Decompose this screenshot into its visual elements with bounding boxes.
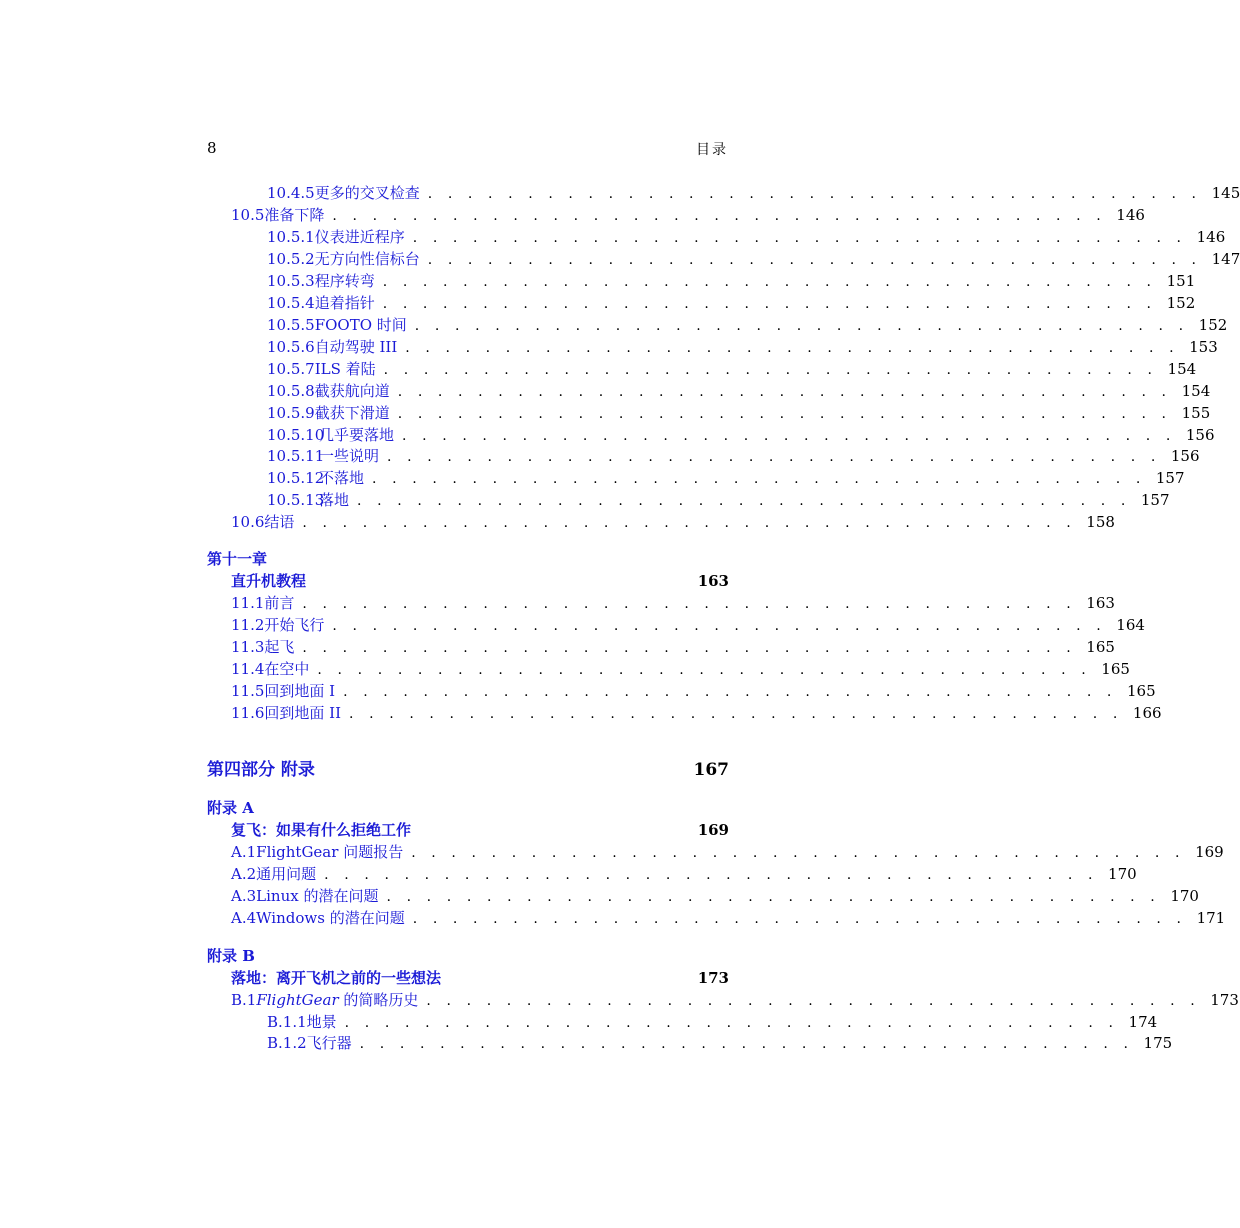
toc-entry-10-5-2[interactable] <box>267 248 1240 270</box>
entry-title: 前言 <box>264 594 295 612</box>
entry-page: 170 <box>1170 887 1199 905</box>
toc-entry-11-5[interactable] <box>231 680 1156 702</box>
entry-page: 163 <box>1086 594 1115 612</box>
entry-title: 在空中 <box>264 660 310 678</box>
part-title: 第四部分 附录 <box>207 760 315 780</box>
toc-entry-11-1[interactable] <box>231 592 1115 614</box>
entry-number: B.1 <box>231 991 257 1009</box>
entry-title: 一些说明 <box>319 447 380 465</box>
entry-page: 147 <box>1211 250 1240 268</box>
entry-page: 154 <box>1181 382 1211 400</box>
chapter-label: 第十一章 <box>207 550 268 568</box>
entry-number: 11.2 <box>231 616 265 634</box>
entry-number: 10.5.11 <box>267 447 325 465</box>
leader-dots: . . . . . . . . . . . . . . . . . . . . . . . . . . . . . . . . . . . . . . . <box>302 515 1077 531</box>
entry-page: 146 <box>1116 206 1145 224</box>
leader-dots: . . . . . . . . . . . . . . . . . . . . . . . . . . . . . . . . . . . . . . . <box>382 274 1157 290</box>
toc-entry-10-5[interactable] <box>231 204 1145 226</box>
part-title-row[interactable] <box>207 759 729 781</box>
entry-number: 11.3 <box>231 638 265 656</box>
toc-entry-b-1-1[interactable] <box>267 1011 1158 1033</box>
leader-dots: . . . . . . . . . . . . . . . . . . . . . . . . . . . . . . . . . . . . . . . <box>302 640 1077 656</box>
toc-entry-b-1-2[interactable] <box>267 1032 1173 1054</box>
entry-number: 10.5.3 <box>267 272 315 290</box>
entry-title: 通用问题 <box>256 865 317 883</box>
entry-page: 156 <box>1170 447 1200 465</box>
entry-number: 10.5.9 <box>267 404 315 422</box>
entry-page: 151 <box>1166 272 1196 290</box>
entry-title: 回到地面 I <box>264 682 336 700</box>
leader-dots: . . . . . . . . . . . . . . . . . . . . . . . . . . . . . . . . . . . . . . . <box>405 340 1180 356</box>
leader-dots: . . . . . . . . . . . . . . . . . . . . . . . . . . . . . . . . . . . . . . . <box>402 428 1176 444</box>
entry-number: 11.1 <box>231 594 265 612</box>
entry-title: 自动驾驶 III <box>314 338 398 356</box>
entry-number: 10.5.4 <box>267 294 315 312</box>
leader-dots: . . . . . . . . . . . . . . . . . . . . . . . . . . . . . . . . . . . . . . . <box>411 845 1186 861</box>
entry-title: 地景 <box>306 1013 337 1031</box>
chapter-title-row[interactable] <box>231 570 729 592</box>
leader-dots: . . . . . . . . . . . . . . . . . . . . . . . . . . . . . . . . . . . . . . . <box>317 662 1092 678</box>
entry-title: 落地 <box>319 491 350 509</box>
entry-title: 更多的交叉检查 <box>314 184 420 202</box>
leader-dots: . . . . . . . . . . . . . . . . . . . . . . . . . . . . . . . . . . . . . . . <box>427 186 1202 202</box>
toc-entry-11-4[interactable] <box>231 658 1130 680</box>
entry-page: 171 <box>1196 909 1226 927</box>
entry-page: 152 <box>1166 294 1196 312</box>
entry-page: 164 <box>1116 616 1145 634</box>
toc-entry-10-5-3[interactable] <box>267 270 1196 292</box>
entry-title: 几乎要落地 <box>319 426 395 444</box>
entry-page: 170 <box>1108 865 1137 883</box>
toc-entry-11-2[interactable] <box>231 614 1145 636</box>
toc-entry-b-1[interactable] <box>231 989 1239 1011</box>
appendix-title-row[interactable] <box>231 967 729 989</box>
leader-dots: . . . . . . . . . . . . . . . . . . . . . . . . . . . . . . . . . . . . . . . <box>324 867 1099 883</box>
appendix-title: 复飞：如果有什么拒绝工作 <box>231 821 412 839</box>
toc-entry-10-6[interactable] <box>231 511 1115 533</box>
toc-entry-10-5-9[interactable] <box>267 402 1211 424</box>
appendix-page: 173 <box>697 969 729 987</box>
toc-entry-10-5-8[interactable] <box>267 380 1211 402</box>
entry-title: 仪表进近程序 <box>314 228 405 246</box>
entry-number: A.1 <box>231 843 257 861</box>
leader-dots: . . . . . . . . . . . . . . . . . . . . . . . . . . . . . . . . . . . . . . . <box>359 1036 1134 1052</box>
entry-title: Linux 的潜在问题 <box>256 887 379 905</box>
entry-title: 截获下滑道 <box>314 404 390 422</box>
appendix-title: 落地：离开飞机之前的一些想法 <box>231 969 442 987</box>
page-number: 8 <box>207 139 217 157</box>
entry-title: 程序转弯 <box>314 272 375 290</box>
entry-title: 准备下降 <box>264 206 325 224</box>
entry-number: 10.5 <box>231 206 265 224</box>
chapter-title: 直升机教程 <box>231 572 307 590</box>
entry-title: FOOTO 时间 <box>314 316 407 334</box>
entry-number: B.1.1 <box>267 1013 307 1031</box>
entry-number: A.3 <box>231 887 257 905</box>
entry-number: A.2 <box>231 865 257 883</box>
running-title: 目录 <box>696 142 728 158</box>
entry-number: A.4 <box>231 909 257 927</box>
leader-dots: . . . . . . . . . . . . . . . . . . . . . . . . . . . . . . . . . . . . . . . <box>332 618 1107 634</box>
entry-page: 173 <box>1210 991 1239 1009</box>
entry-page: 145 <box>1211 184 1240 202</box>
entry-number: 10.5.6 <box>267 338 315 356</box>
entry-title: 不落地 <box>319 469 365 487</box>
entry-page: 157 <box>1140 491 1170 509</box>
entry-page: 156 <box>1185 426 1215 444</box>
entry-title: 起飞 <box>264 638 295 656</box>
leader-dots: . . . . . . . . . . . . . . . . . . . . . . . . . . . . . . . . . . . . . . . <box>397 384 1172 400</box>
toc-entry-10-5-11[interactable] <box>267 445 1200 467</box>
leader-dots: . . . . . . . . . . . . . . . . . . . . . . . . . . . . . . . . . . . . . . . <box>302 596 1077 612</box>
toc-entry-10-5-10[interactable] <box>267 424 1215 446</box>
entry-number: 11.6 <box>231 704 265 722</box>
leader-dots: . . . . . . . . . . . . . . . . . . . . . . . . . . . . . . . . . . . . . . . <box>426 993 1201 1009</box>
leader-dots: . . . . . . . . . . . . . . . . . . . . . . . . . . . . . . . . . . . . . . . <box>344 1015 1119 1031</box>
entry-title: FlightGear 问题报告 <box>256 843 404 861</box>
leader-dots: . . . . . . . . . . . . . . . . . . . . . . . . . . . . . . . . . . . . . . . <box>332 208 1107 224</box>
entry-page: 174 <box>1128 1013 1158 1031</box>
entry-page: 158 <box>1086 513 1115 531</box>
toc-entry-a-4[interactable] <box>231 907 1226 929</box>
entry-page: 152 <box>1198 316 1228 334</box>
entry-number: 11.5 <box>231 682 265 700</box>
toc-entry-a-3[interactable] <box>231 885 1199 907</box>
leader-dots: . . . . . . . . . . . . . . . . . . . . . . . . . . . . . . . . . . . . . . . <box>427 252 1202 268</box>
toc-entry-10-5-6[interactable] <box>267 336 1218 358</box>
entry-number: 10.6 <box>231 513 265 531</box>
toc-entry-10-5-5[interactable] <box>267 314 1228 336</box>
leader-dots: . . . . . . . . . . . . . . . . . . . . . . . . . . . . . . . . . . . . . . . <box>383 362 1158 378</box>
entry-page: 165 <box>1086 638 1115 656</box>
entry-number: 10.5.10 <box>267 426 325 444</box>
appendix-page: 169 <box>697 821 729 839</box>
entry-page: 169 <box>1195 843 1224 861</box>
entry-title-italic: FlightGear <box>256 991 339 1009</box>
appendix-label: 附录 B <box>207 947 255 965</box>
entry-title: 无方向性信标台 <box>314 250 420 268</box>
entry-title: Windows 的潜在问题 <box>256 909 405 927</box>
entry-page: 175 <box>1143 1034 1173 1052</box>
entry-page: 155 <box>1181 404 1211 422</box>
leader-dots: . . . . . . . . . . . . . . . . . . . . . . . . . . . . . . . . . . . . . . . <box>357 493 1131 509</box>
chapter-page: 163 <box>697 572 729 590</box>
toc-entry-a-2[interactable] <box>231 863 1137 885</box>
toc-entry-10-5-12[interactable] <box>267 467 1185 489</box>
toc-entry-10-4-5[interactable] <box>267 182 1240 204</box>
leader-dots: . . . . . . . . . . . . . . . . . . . . . . . . . . . . . . . . . . . . . . . <box>412 230 1187 246</box>
leader-dots: . . . . . . . . . . . . . . . . . . . . . . . . . . . . . . . . . . . . . . . <box>387 449 1161 465</box>
entry-page: 165 <box>1126 682 1156 700</box>
entry-title: 追着指针 <box>314 294 375 312</box>
entry-number: 10.4.5 <box>267 184 315 202</box>
entry-number: 10.5.1 <box>267 228 315 246</box>
leader-dots: . . . . . . . . . . . . . . . . . . . . . . . . . . . . . . . . . . . . . . . <box>349 706 1123 722</box>
toc-entry-10-5-4[interactable] <box>267 292 1196 314</box>
entry-title: 飞行器 <box>306 1034 352 1052</box>
toc-entry-10-5-1[interactable] <box>267 226 1226 248</box>
leader-dots: . . . . . . . . . . . . . . . . . . . . . . . . . . . . . . . . . . . . . . . <box>382 296 1157 312</box>
entry-title-rest: 的简略历史 <box>338 991 419 1009</box>
entry-title: 结语 <box>264 513 295 531</box>
leader-dots: . . . . . . . . . . . . . . . . . . . . . . . . . . . . . . . . . . . . . . . <box>343 684 1117 700</box>
entry-title <box>256 989 418 1011</box>
part-page: 167 <box>693 760 729 780</box>
entry-number: 11.4 <box>231 660 265 678</box>
entry-number: 10.5.7 <box>267 360 315 378</box>
entry-number: 10.5.8 <box>267 382 315 400</box>
appendix-label: 附录 A <box>207 799 254 817</box>
toc-entry-11-3[interactable] <box>231 636 1115 658</box>
entry-number: B.1.2 <box>267 1034 307 1052</box>
entry-page: 165 <box>1101 660 1130 678</box>
entry-title: 截获航向道 <box>314 382 390 400</box>
entry-number: 10.5.2 <box>267 250 315 268</box>
entry-title: ILS 着陆 <box>314 360 376 378</box>
toc-entry-11-6[interactable] <box>231 702 1162 724</box>
entry-title: 回到地面 II <box>264 704 342 722</box>
toc-entry-10-5-13[interactable] <box>267 489 1170 511</box>
toc-entry-a-1[interactable] <box>231 841 1224 863</box>
entry-number: 10.5.12 <box>267 469 325 487</box>
leader-dots: . . . . . . . . . . . . . . . . . . . . . . . . . . . . . . . . . . . . . . . <box>412 911 1187 927</box>
entry-page: 153 <box>1189 338 1218 356</box>
entry-number: 10.5.5 <box>267 316 315 334</box>
entry-page: 154 <box>1167 360 1197 378</box>
appendix-title-row[interactable] <box>231 819 729 841</box>
leader-dots: . . . . . . . . . . . . . . . . . . . . . . . . . . . . . . . . . . . . . . . <box>397 406 1172 422</box>
entry-page: 157 <box>1155 469 1185 487</box>
entry-title: 开始飞行 <box>264 616 325 634</box>
leader-dots: . . . . . . . . . . . . . . . . . . . . . . . . . . . . . . . . . . . . . . . <box>414 318 1189 334</box>
entry-page: 146 <box>1196 228 1226 246</box>
leader-dots: . . . . . . . . . . . . . . . . . . . . . . . . . . . . . . . . . . . . . . . <box>386 889 1161 905</box>
entry-number: 10.5.13 <box>267 491 325 509</box>
toc-entry-10-5-7[interactable] <box>267 358 1197 380</box>
leader-dots: . . . . . . . . . . . . . . . . . . . . . . . . . . . . . . . . . . . . . . . <box>372 471 1146 487</box>
entry-page: 166 <box>1132 704 1162 722</box>
